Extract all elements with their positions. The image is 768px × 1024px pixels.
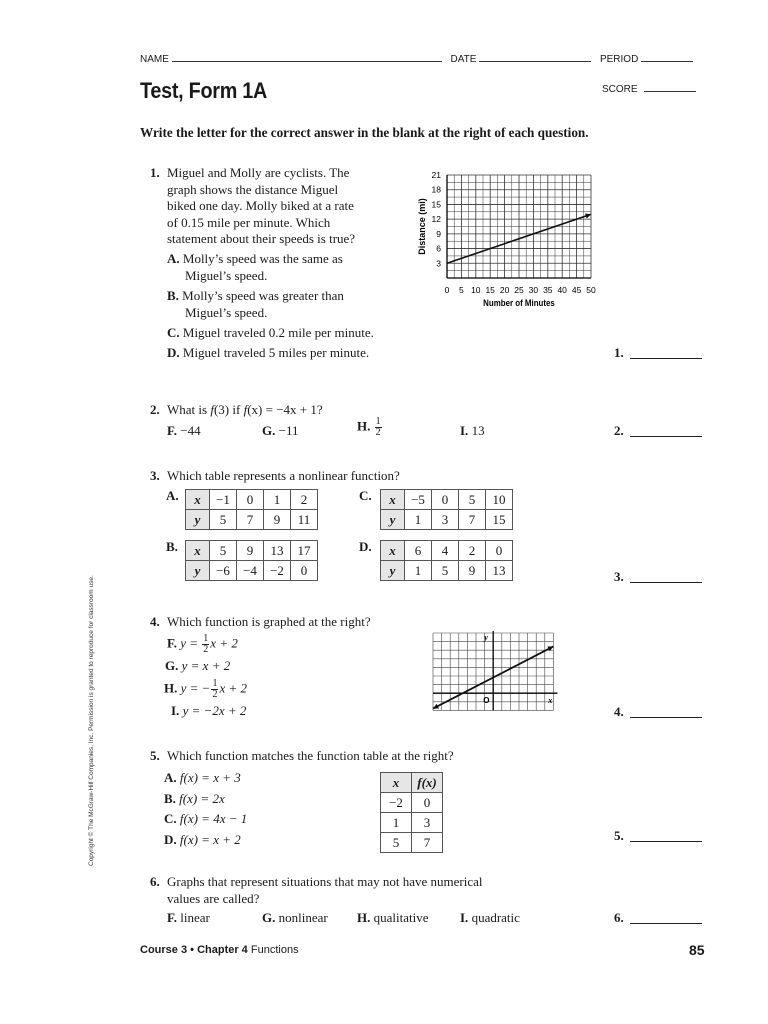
cell: 7 (237, 510, 264, 530)
q5-options (164, 768, 247, 850)
cell: 0 (432, 490, 459, 510)
answer-blank-1[interactable] (614, 345, 702, 361)
question-4-stem: Which function is graphed at the right? (167, 614, 371, 629)
answer-line[interactable] (630, 582, 702, 583)
answer-label: 2. (614, 423, 624, 438)
q5-option-a[interactable] (164, 768, 247, 789)
cell: 4 (432, 541, 459, 561)
q1-option-c[interactable] (167, 325, 374, 341)
row-header: x (186, 541, 210, 561)
chapter-name: Chapter 4 (197, 944, 248, 956)
answer-line[interactable] (630, 358, 702, 359)
score-label: SCORE (602, 84, 638, 95)
q6-option-f[interactable] (167, 910, 210, 926)
cell: 2 (459, 541, 486, 561)
q4-option-g[interactable] (165, 658, 230, 674)
option-letter: F. (167, 635, 177, 651)
question-1-stem (167, 165, 355, 248)
cell: 1 (405, 561, 432, 581)
answer-line[interactable] (630, 436, 702, 437)
name-row (140, 52, 693, 65)
cell: 0 (412, 793, 443, 813)
cell: 3 (432, 510, 459, 530)
q4-option-i[interactable] (171, 703, 246, 719)
cell: −5 (405, 490, 432, 510)
x-tick-label: 50 (586, 285, 596, 295)
option-text: f(x) = 2x (179, 790, 225, 806)
answer-label: 3. (614, 569, 624, 584)
cell: 3 (412, 813, 443, 833)
cell: 6 (405, 541, 432, 561)
stem-line: Miguel and Molly are cyclists. The (167, 165, 350, 180)
option-text: linear (180, 910, 210, 925)
question-6 (150, 874, 160, 890)
chapter-topic: Functions (250, 944, 299, 956)
y-tick-label: 15 (431, 199, 441, 210)
numerator: 1 (375, 416, 381, 427)
period-field[interactable] (641, 52, 693, 62)
q6-option-h[interactable] (357, 910, 429, 926)
option-letter: B. (167, 288, 179, 303)
option-text: f(x) = 4x − 1 (179, 811, 248, 826)
cell: 5 (459, 490, 486, 510)
footer-course (140, 944, 299, 956)
cell: 10 (486, 490, 513, 510)
course-name: Course 3 (140, 944, 188, 956)
x-tick-label: 0 (444, 285, 450, 295)
option-letter: A. (164, 770, 177, 785)
question-4 (150, 614, 160, 630)
stem-line: statement about their speeds is true? (167, 231, 356, 246)
option-text: nonlinear (278, 910, 328, 925)
cell: 11 (291, 510, 318, 530)
question-2 (150, 402, 160, 418)
option-letter: D. (164, 831, 177, 847)
option-letter: C. (167, 325, 180, 340)
series-arrowhead (585, 214, 591, 219)
option-letter: I. (460, 423, 469, 438)
column-header: x (381, 773, 412, 793)
stem-line: of 0.15 mile per minute. Which (167, 214, 331, 230)
stem-line: graph shows the distance Miguel (167, 181, 339, 197)
cell: 5 (210, 541, 237, 561)
q6-option-g[interactable] (262, 910, 328, 926)
denominator: 2 (203, 644, 209, 655)
option-letter: H. (357, 910, 371, 925)
cell: 2 (291, 490, 318, 510)
q5-function-table (380, 772, 443, 853)
y-axis-label: Distance (mi) (417, 198, 427, 255)
option-text: y = − (180, 680, 211, 696)
q3-option-a-letter[interactable]: A. (166, 488, 179, 503)
cell: 9 (237, 541, 264, 561)
y-tick-label: 18 (431, 184, 441, 195)
date-label: DATE (450, 54, 477, 65)
x-axis-label: x (548, 696, 553, 706)
option-text: Miguel traveled 0.2 mile per minute. (182, 325, 374, 340)
question-number: 4. (150, 614, 160, 629)
option-text: Miguel traveled 5 miles per minute. (182, 345, 370, 360)
x-tick-label: 15 (485, 285, 495, 295)
x-tick-label: 10 (471, 285, 481, 295)
q1-option-a[interactable] (167, 251, 343, 284)
cell: 5 (381, 833, 412, 853)
cell: 9 (459, 561, 486, 581)
cell: 7 (459, 510, 486, 530)
q5-option-b[interactable] (164, 789, 247, 810)
stem-text: f (243, 402, 248, 417)
question-1 (150, 165, 160, 182)
q3-option-b-letter[interactable]: B. (166, 539, 178, 554)
denominator: 2 (212, 689, 218, 700)
x-tick-label: 25 (514, 285, 524, 295)
option-text: Miguel’s speed. (185, 304, 268, 320)
date-field[interactable] (479, 52, 591, 62)
fraction (375, 417, 382, 438)
option-letter: G. (262, 910, 276, 925)
cell: 5 (210, 510, 237, 530)
fraction (202, 634, 209, 655)
option-text: −44 (180, 423, 201, 438)
answer-label: 5. (614, 828, 624, 843)
option-text: Molly’s speed was greater than (182, 288, 344, 303)
option-text: Miguel’s speed. (185, 267, 268, 283)
y-tick-label: 21 (431, 170, 441, 180)
answer-line[interactable] (630, 717, 702, 718)
stem-text: f (210, 402, 214, 417)
cell: 7 (412, 833, 443, 853)
row-header: x (186, 490, 210, 510)
q3-table-a (185, 489, 318, 530)
cell: 9 (264, 510, 291, 530)
option-text: Molly’s speed was the same as (182, 251, 343, 266)
option-letter: H. (164, 680, 178, 696)
question-number: 5. (150, 748, 160, 763)
q3-option-c-letter[interactable]: C. (359, 488, 372, 503)
y-tick-label: 6 (436, 243, 441, 254)
x-axis-label: Number of Minutes (483, 297, 555, 309)
cell: −4 (237, 561, 264, 581)
cell: 0 (291, 561, 318, 581)
numerator: 1 (203, 633, 209, 644)
option-letter: I. (171, 703, 180, 718)
stem-text: = −4x + 1? (262, 402, 323, 417)
row-header: x (381, 541, 405, 561)
period-label: PERIOD (599, 54, 639, 65)
x-tick-label: 30 (528, 285, 539, 295)
answer-blank-4[interactable] (614, 704, 702, 720)
cell: 13 (486, 561, 513, 581)
row-header: x (381, 490, 405, 510)
stem-text: (x) (247, 402, 263, 417)
option-text: quadratic (471, 910, 520, 925)
instructions: Write the letter for the correct answer in the blank at the right of each question. (140, 125, 589, 140)
q2-option-g[interactable] (262, 423, 298, 439)
option-text: x + 2 (219, 680, 247, 696)
question-number: 3. (150, 468, 160, 483)
option-text: −11 (278, 423, 299, 438)
y-tick-label: 12 (431, 214, 441, 225)
option-letter: I. (460, 910, 469, 925)
cell: 0 (486, 541, 513, 561)
q5-option-d[interactable] (164, 830, 247, 851)
q3-table-d (380, 540, 513, 581)
cell: −1 (210, 490, 237, 510)
answer-blank-3[interactable] (614, 569, 702, 585)
question-number: 1. (150, 165, 160, 180)
option-letter: B. (164, 790, 176, 806)
option-letter: G. (262, 423, 276, 438)
option-letter: H. (357, 418, 371, 434)
question-6-stem (167, 874, 483, 907)
option-letter: F. (167, 910, 177, 925)
distance-chart (410, 164, 610, 314)
x-tick-label: 45 (571, 285, 582, 295)
cell: 1 (405, 510, 432, 530)
cell: 1 (381, 813, 412, 833)
row-header: y (381, 561, 405, 581)
q2-option-h[interactable] (357, 417, 383, 438)
row-header: y (381, 510, 405, 530)
x-tick-label: 40 (557, 285, 567, 295)
question-5 (150, 748, 160, 764)
cell: 1 (264, 490, 291, 510)
option-letter: F. (167, 423, 177, 438)
q4-option-f[interactable] (167, 634, 238, 655)
cell: 15 (486, 510, 513, 530)
option-text: y = −2x + 2 (182, 703, 247, 718)
question-number: 6. (150, 874, 160, 889)
answer-blank-6[interactable] (614, 910, 702, 926)
answer-label: 6. (614, 910, 624, 925)
score-row (602, 82, 696, 95)
question-5-stem: Which function matches the function table at the right? (167, 748, 454, 763)
q3-table-b (185, 540, 318, 581)
answer-line[interactable] (630, 923, 702, 924)
q1-option-d[interactable] (167, 345, 369, 361)
option-letter: A. (167, 251, 180, 266)
option-text: f(x) = x + 2 (179, 831, 241, 847)
q6-option-i[interactable] (460, 910, 520, 926)
x-tick-label: 5 (459, 285, 464, 295)
option-text: y = (180, 635, 202, 651)
page-number: 85 (689, 942, 705, 958)
x-tick-label: 20 (499, 285, 510, 295)
question-3-stem: Which table represents a nonlinear function? (167, 468, 400, 483)
question-number: 2. (150, 402, 160, 417)
y-axis-label: y (484, 633, 488, 642)
q2-option-i[interactable] (460, 423, 485, 439)
option-text: qualitative (373, 910, 429, 925)
answer-label: 4. (614, 704, 624, 719)
cell: 5 (432, 561, 459, 581)
option-text: x + 2 (210, 635, 238, 651)
row-header: y (186, 510, 210, 530)
cell: 17 (291, 541, 318, 561)
stem-line: values are called? (167, 890, 260, 906)
x-tick-label: 35 (543, 285, 553, 295)
y-tick-label: 9 (436, 228, 441, 239)
option-letter: D. (167, 345, 180, 360)
cell: −2 (264, 561, 291, 581)
option-text: 13 (471, 423, 485, 438)
stem-text: (3) if (213, 402, 244, 417)
name-field[interactable] (172, 52, 442, 62)
question-3 (150, 468, 160, 484)
fraction (211, 679, 218, 700)
answer-blank-2[interactable] (614, 423, 702, 439)
name-label: NAME (140, 54, 169, 65)
page-title: Test, Form 1A (140, 78, 268, 103)
q5-option-c[interactable] (164, 809, 247, 830)
q2-option-f[interactable] (167, 423, 201, 439)
stem-line: biked one day. Molly biked at a rate (167, 198, 354, 213)
q3-table-c (380, 489, 513, 530)
answer-line[interactable] (630, 841, 702, 842)
denominator: 2 (375, 427, 381, 438)
answer-label: 1. (614, 345, 624, 360)
cell: −2 (381, 793, 412, 813)
copyright-notice: Copyright © The McGraw-Hill Companies, Inc. Permission is granted to reproduce for classroom use. (88, 575, 95, 866)
stem-text: What is (167, 402, 211, 417)
bullet: • (190, 944, 194, 956)
origin-label: O (483, 696, 490, 706)
option-letter: G. (165, 658, 179, 673)
cell: 13 (264, 541, 291, 561)
y-tick-label: 3 (436, 258, 441, 269)
line-graph (430, 630, 560, 722)
q1-option-b[interactable] (167, 288, 344, 321)
option-text: f(x) = x + 3 (179, 770, 241, 785)
cell: 0 (237, 490, 264, 510)
option-letter: C. (164, 811, 177, 826)
numerator: 1 (212, 678, 218, 689)
option-text: y = x + 2 (181, 658, 231, 673)
answer-blank-5[interactable] (614, 828, 702, 844)
score-field[interactable] (644, 82, 696, 92)
stem-line: Graphs that represent situations that may not have numerical (167, 874, 483, 889)
q4-option-h[interactable] (164, 679, 247, 700)
cell: −6 (210, 561, 237, 581)
q3-option-d-letter[interactable]: D. (359, 539, 372, 554)
row-header: y (186, 561, 210, 581)
question-2-stem (167, 402, 323, 418)
column-header: f(x) (412, 773, 443, 793)
